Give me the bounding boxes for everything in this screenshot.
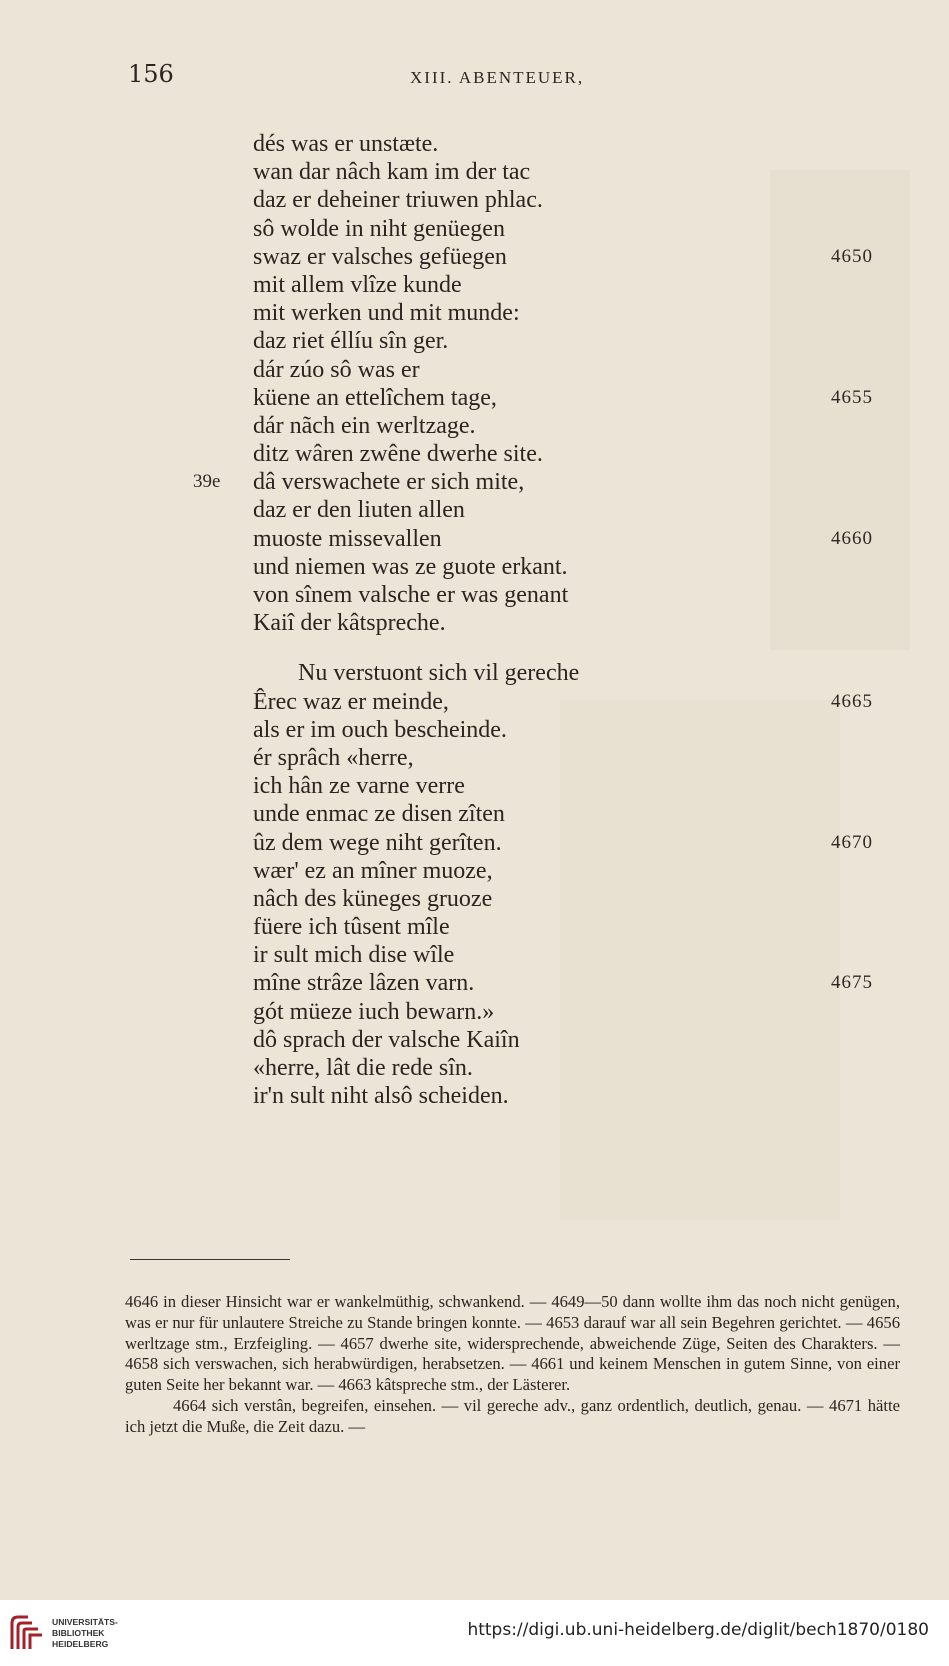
verse-line: sô wolde in niht genüegen: [253, 215, 505, 242]
running-head: XIII. ABENTEUER,: [410, 68, 585, 87]
footnote-paragraph: 4646 in dieser Hinsicht war er wankelmüthig, schwankend. — 4649—50 dann wollte ihm das noch nicht genügen, was er nur für unlautere Streiche zu Stande bringen konnte. — 4653 darauf war all sein Begehren gerichtet. — 4656 werltzage stm., Erzfeigling. — 4657 dwerhe site, widersprechende, abweichende Züge, Seiten des Charakters. — 4658 sich verswachen, sich herabwürdigen, herabsetzen. — 4661 und keinem Menschen in gutem Sinne, von einer guten Seite her bekannt war. — 4663 kâtspreche stm., der Lästerer.: [125, 1292, 900, 1395]
verse-line: ir sult mich dise wîle: [253, 942, 455, 969]
page-number: 156: [128, 60, 174, 88]
verse-line: dô sprach der valsche Kaiîn: [253, 1026, 520, 1053]
verse-line: Nu verstuont sich vil gereche: [298, 660, 580, 687]
verse-line: füere ich tûsent mîle: [253, 914, 450, 941]
verse-line: mit werken und mit munde:: [253, 300, 520, 327]
verse-line: mit allem vlîze kunde: [253, 271, 462, 298]
footnote-divider: [130, 1259, 290, 1260]
poem-text: [193, 130, 903, 1110]
verse-line: dár nãch ein werltzage.: [253, 412, 476, 439]
verse-line: daz er den liuten allen: [253, 497, 465, 524]
verse-line: muoste missevallen 4660: [253, 525, 873, 552]
verse-line: ûz dem wege niht gerîten. 4670: [253, 829, 873, 856]
library-seal-icon: [8, 1613, 46, 1653]
verse-line: «herre, lât die rede sîn.: [253, 1055, 473, 1081]
verse-line: nâch des küneges gruoze: [253, 885, 493, 912]
verse-line: 39e dâ verswachete er sich mite,: [193, 469, 525, 496]
line-number: 4675: [831, 972, 873, 994]
verse-line: ditz wâren zwêne dwerhe site.: [253, 441, 543, 468]
line-number: 4650: [831, 245, 873, 267]
verse-line: ir'n sult niht alsô scheiden.: [253, 1083, 509, 1110]
verse-line: und niemen was ze guote erkant.: [253, 553, 568, 580]
verse-line: als er im ouch bescheinde.: [253, 716, 507, 743]
verse-line: swaz er valsches gefüegen 4650: [253, 243, 873, 270]
verse-line: dár zúo sô was er: [253, 356, 420, 383]
verse-line: dés was er unstæte.: [253, 131, 439, 157]
verse-line: ich hân ze varne verre: [253, 773, 465, 800]
line-number: 4660: [831, 527, 873, 549]
verse-line: gót müeze iuch bewarn.»: [253, 998, 495, 1025]
stanza-gap: [253, 637, 903, 659]
library-logo[interactable]: [8, 1613, 118, 1653]
library-name: UNIVERSITÄTS- BIBLIOTHEK HEIDELBERG: [52, 1616, 118, 1649]
footnote-paragraph: 4664 sich verstân, begreifen, einsehen. — vil gereche adv., ganz ordentlich, deutlich, genau. — 4671 hätte ich jetzt die Muße, die Zeit dazu. —: [125, 1395, 900, 1436]
verse-line: Kaiî der kâtspreche.: [253, 610, 446, 637]
footnotes: [125, 1292, 900, 1438]
library-footer: [0, 1600, 949, 1666]
verse-line: unde enmac ze disen zîten: [253, 801, 505, 828]
leaf-mark: 39e: [193, 471, 221, 493]
verse-line: wær' ez an mîner muoze,: [253, 857, 493, 884]
verse-line: mîne strâze lâzen varn. 4675: [253, 970, 873, 997]
verse-line: von sînem valsche er was genant: [253, 582, 569, 608]
verse-line: daz er deheiner triuwen phlac.: [253, 187, 543, 214]
source-url-link[interactable]: https://digi.ub.uni-heidelberg.de/diglit/bech1870/0180: [467, 1620, 929, 1640]
line-number: 4655: [831, 386, 873, 408]
verse-line: wan dar nâch kam im der tac: [253, 159, 531, 186]
line-number: 4665: [831, 690, 873, 712]
verse-line: ér sprâch «herre,: [253, 744, 414, 771]
line-number: 4670: [831, 831, 873, 853]
verse-line: Êrec waz er meinde, 4665: [253, 688, 873, 715]
verse-line: daz riet éllíu sîn ger.: [253, 328, 449, 355]
verse-line: küene an ettelîchem tage, 4655: [253, 384, 873, 411]
